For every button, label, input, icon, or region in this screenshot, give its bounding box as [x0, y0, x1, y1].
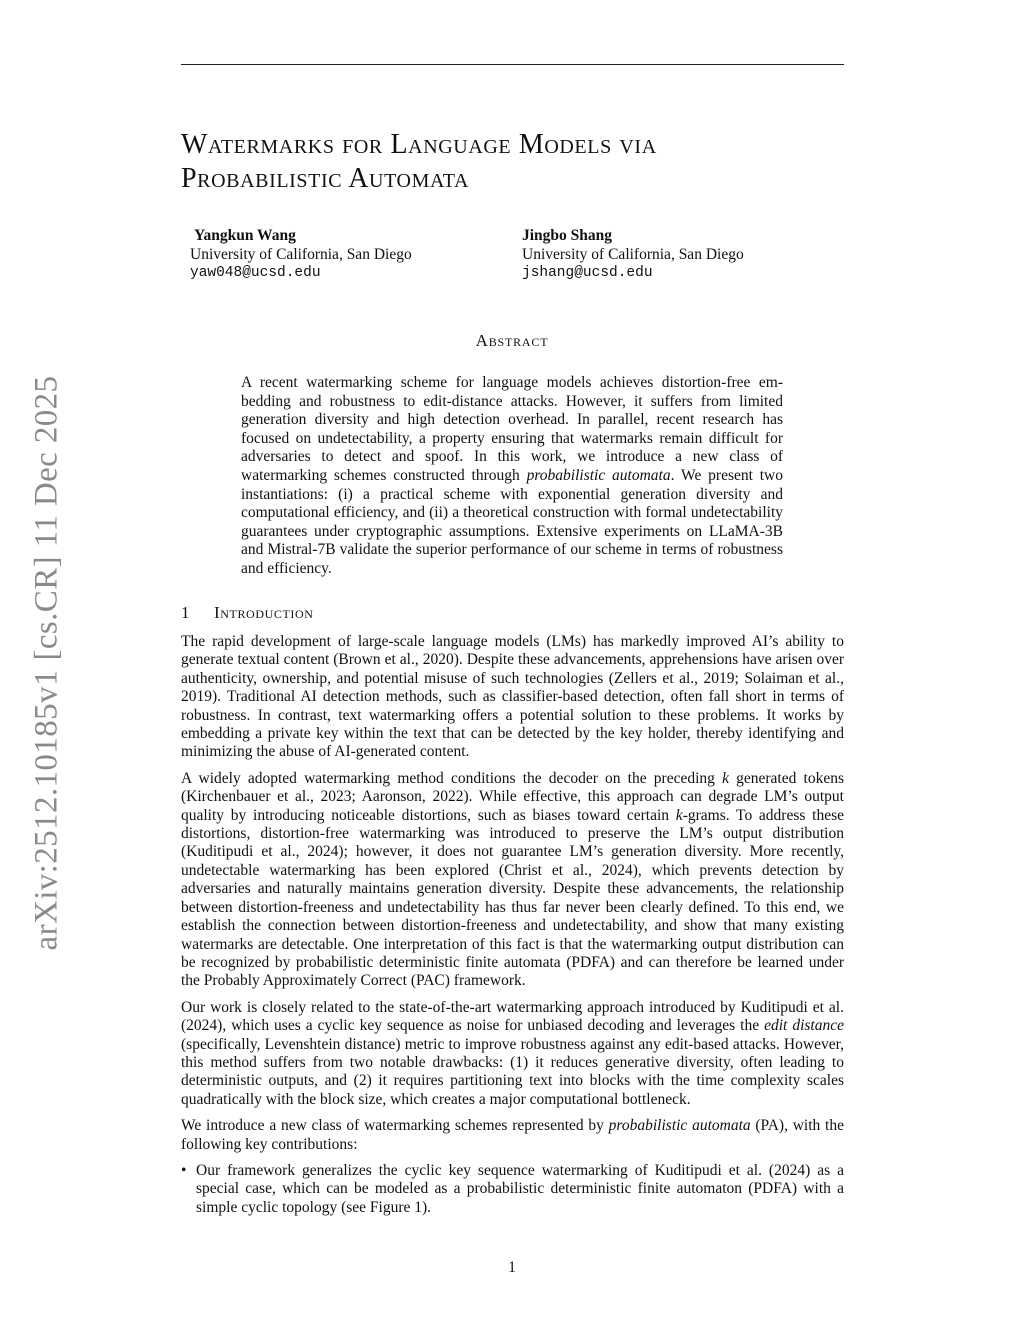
- paragraph-text: (specifically, Levenshtein distance) metric to improve robustness against any edit-based attacks. However, this method suffers from two notable drawbacks: (1) it reduces generative diversity, often leading to deterministic outputs, and (2) it requires partitioning text into blocks with the time complexity scales quadratically with the block size, which creates a major computational bottleneck.: [181, 1035, 844, 1108]
- section-heading-introduction: [181, 603, 314, 623]
- paragraph-text: -grams. To address these distortions, distortion-free watermarking was introduced to preserve the LM’s output distribution (Kuditipudi et al., 2024); however, it does not guarantee LM’s generation diversity. More recently, undetectable watermarking has been explored (Christ et al., 2024), which prevents detection by adversaries and naturally maintains generation diversity. Despite these advancements, the relationship between distortion-freeness and undetectability has thus far never been clearly defined. To this end, we establish the connection between distortion-freeness and undetectability, and show that many existing watermarks are detectable. One interpretation of this fact is that the watermarking output distribution can be recognized by probabilistic deterministic finite automata (PDFA) and can therefore be learned under the Probably Approximately Correct (PAC) framework.: [181, 806, 844, 990]
- top-rule: [181, 64, 844, 65]
- paragraph-text: We introduce a new class of watermarking schemes represented by: [181, 1117, 609, 1135]
- section-title: Introduction: [214, 603, 314, 622]
- arxiv-identifier-stamp[interactable]: arXiv:2512.10185v1 [cs.CR] 11 Dec 2025: [28, 375, 65, 951]
- paper-title: [181, 128, 844, 196]
- introduction-body: [181, 633, 844, 1217]
- math-variable-k: k: [675, 806, 683, 824]
- author-block-2: [522, 227, 744, 283]
- author-name: Yangkun Wang: [194, 227, 296, 244]
- paragraph-4: [181, 1117, 844, 1154]
- author-affiliation: University of California, San Diego: [522, 245, 744, 263]
- paragraph-text: A widely adopted watermarking method conditions the decoder on the preceding: [181, 769, 723, 787]
- paragraph-3: [181, 999, 844, 1109]
- bullet-marker: •: [181, 1161, 187, 1179]
- list-item: [181, 1162, 844, 1217]
- paragraph-2: [181, 770, 844, 991]
- author-affiliation: University of California, San Diego: [190, 245, 412, 263]
- page-number: 1: [508, 1259, 516, 1276]
- paragraph-1: The rapid development of large-scale language models (LMs) has markedly improved AI’s ability to generate textual content (Brown et al., 2020). Despite these advancements, apprehensions have arisen over authenticity, ownership, and potential misuse of such technologies (Zellers et al., 2019; Solaiman et al., 2019). Traditional AI detection methods, such as classifier-based detection, often fall short in terms of robustness. In contrast, text watermarking offers a potential solution to these problems. It works by embedding a private key within the text that can be detected by the key holder, thereby identifying and minimizing the abuse of AI-generated content.: [181, 633, 844, 761]
- author-email[interactable]: jshang@ucsd.edu: [522, 265, 653, 281]
- abstract-text: [241, 374, 783, 579]
- abstract-text-part: A recent watermarking scheme for language models achieves distortion-free embedding and robustness to edit-distance attacks. However, it suffers from limited generation diversity and high detection overhead. In parallel, recent research has focused on undetectability, a property ensuring that watermarks remain difficult for adversaries to detect and spoof. In this work, we introduce a new class of watermarking schemes constructed through: [241, 374, 783, 484]
- contributions-list: [181, 1162, 844, 1217]
- author-email[interactable]: yaw048@ucsd.edu: [190, 265, 321, 281]
- italic-term: probabilistic automata: [608, 1117, 751, 1135]
- title-line-2: Probabilistic Automata: [181, 163, 470, 194]
- abstract-heading: Abstract: [475, 331, 549, 350]
- paragraph-text: generated tokens (Kirchenbauer et al., 2023; Aaronson, 2022). While effective, this approach can degrade LM’s output quality by introducing noticeable distortions, such as biases toward certain: [181, 769, 844, 824]
- abstract-italic-term: probabilistic automata: [526, 466, 671, 484]
- paragraph-text: (PA), with the following key contributions:: [181, 1117, 844, 1153]
- math-variable-k: k: [722, 769, 729, 787]
- abstract-text-part: . We present two instantiations: (i) a practical scheme with exponential generation diversity and computational efficiency, and (ii) a theoretical construction with formal undetectability guarantees under cryptographic assumptions. Extensive experiments on LLaMA-3B and Mistral-7B validate the superior performance of our scheme in terms of robustness and efficiency.: [241, 466, 783, 577]
- paragraph-text: Our work is closely related to the state-of-the-art watermarking approach introduced by Kuditipudi et al. (2024), which uses a cyclic key sequence as noise for unbiased decoding and leverages the: [181, 998, 844, 1035]
- title-line-1: Watermarks for Language Models via: [181, 129, 657, 160]
- italic-term: edit distance: [764, 1017, 844, 1035]
- author-name: Jingbo Shang: [522, 227, 613, 244]
- section-number: 1: [181, 603, 191, 622]
- author-block-1: [190, 227, 412, 283]
- list-item-text: Our framework generalizes the cyclic key sequence watermarking of Kuditipudi et al. (2024) as a special case, which can be modeled as a probabilistic deterministic finite automaton (PDFA) with a simple cyclic topology (see Figure 1).: [196, 1161, 844, 1216]
